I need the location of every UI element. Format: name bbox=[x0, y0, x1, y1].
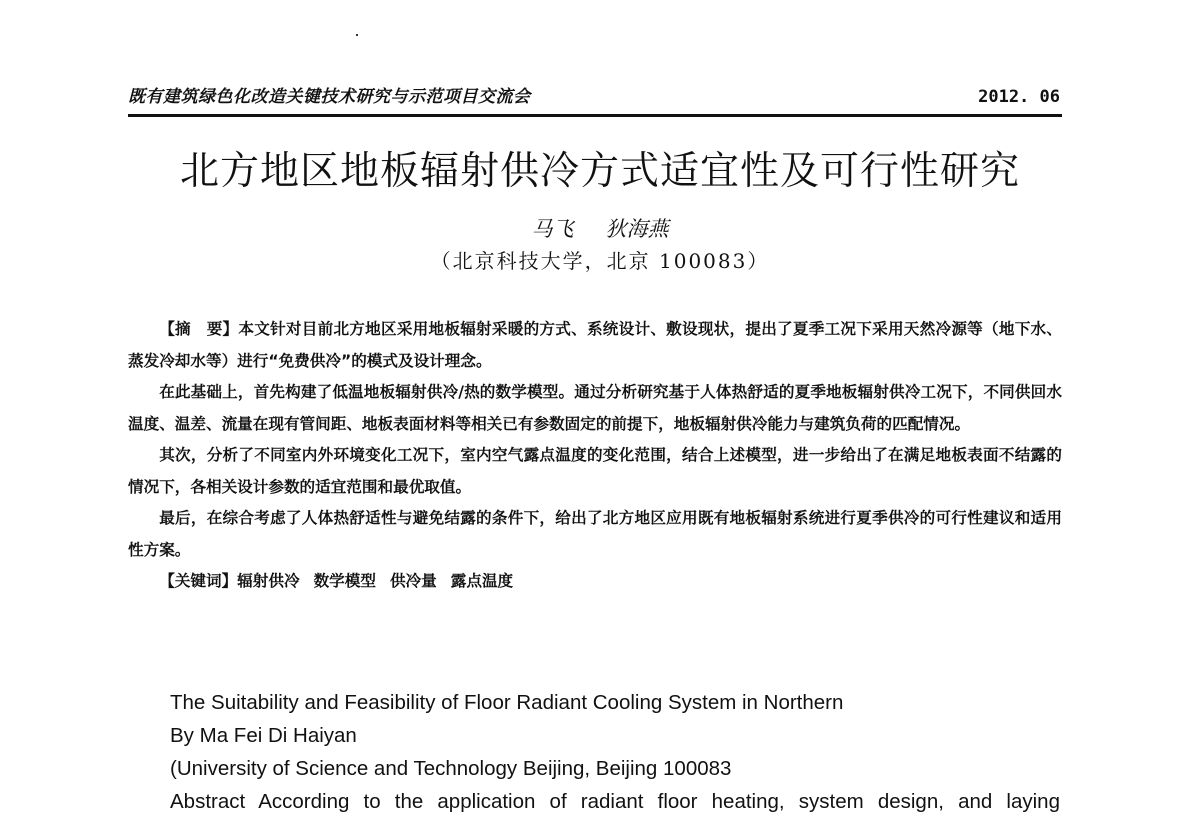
scan-speck bbox=[356, 34, 358, 36]
author-name: 狄海燕 bbox=[605, 217, 669, 241]
abstract-paragraph: 在此基础上，首先构建了低温地板辐射供冷/热的数学模型。通过分析研究基于人体热舒适的夏季地板辐射供冷工况下，不同供回水温度、温差、流量在现有管间距、地板表面材料等相关已有参数固定的前提下，地板辐射供冷能力与建筑负荷的匹配情况。 bbox=[128, 383, 1062, 433]
english-title: The Suitability and Feasibility of Floor Radiant Cooling System in Northern bbox=[170, 691, 844, 714]
keyword: 数学模型 bbox=[313, 572, 376, 590]
abstract-label: 【摘 要】 bbox=[159, 320, 239, 338]
abstract-paragraph bbox=[128, 314, 1062, 377]
affiliation: （北京科技大学，北京 100083） bbox=[430, 249, 770, 273]
keyword: 辐射供冷 bbox=[237, 572, 300, 590]
keyword: 供冷量 bbox=[389, 572, 437, 590]
author-name: 马飞 bbox=[531, 217, 574, 241]
header-rule bbox=[128, 114, 1062, 117]
abstract-text: 本文针对目前北方地区采用地板辐射采暖的方式、系统设计、敷设现状，提出了夏季工况下采用天然冷源等（地下水、蒸发冷却水等）进行“免费供冷”的模式及设计理念。 bbox=[128, 320, 1062, 370]
english-authors: By Ma Fei Di Haiyan bbox=[170, 724, 357, 747]
english-affiliation: (University of Science and Technology Beijing, Beijing 100083 bbox=[170, 757, 732, 780]
conference-name: 既有建筑绿色化改造关键技术研究与示范项目交流会 bbox=[128, 87, 531, 107]
author-list bbox=[0, 213, 1200, 243]
english-abstract-text: Abstract According to the application of radiant floor heating, system design, and laying bbox=[170, 790, 1060, 813]
paper-title: 北方地区地板辐射供冷方式适宜性及可行性研究 bbox=[179, 149, 1020, 194]
abstract-paragraph: 最后，在综合考虑了人体热舒适性与避免结露的条件下，给出了北方地区应用既有地板辐射系统进行夏季供冷的可行性建议和适用性方案。 bbox=[128, 509, 1062, 559]
header-date: 2012. 06 bbox=[978, 87, 1060, 107]
running-header bbox=[128, 82, 1060, 107]
abstract-paragraph: 其次，分析了不同室内外环境变化工况下，室内空气露点温度的变化范围，结合上述模型，进一步给出了在满足地板表面不结露的情况下，各相关设计参数的适宜范围和最优取值。 bbox=[128, 446, 1062, 496]
english-abstract bbox=[170, 686, 1060, 813]
keywords-label: 【关键词】 bbox=[159, 572, 238, 590]
chinese-abstract bbox=[128, 314, 1062, 598]
keywords-line bbox=[128, 566, 1062, 598]
keyword: 露点温度 bbox=[450, 572, 514, 590]
